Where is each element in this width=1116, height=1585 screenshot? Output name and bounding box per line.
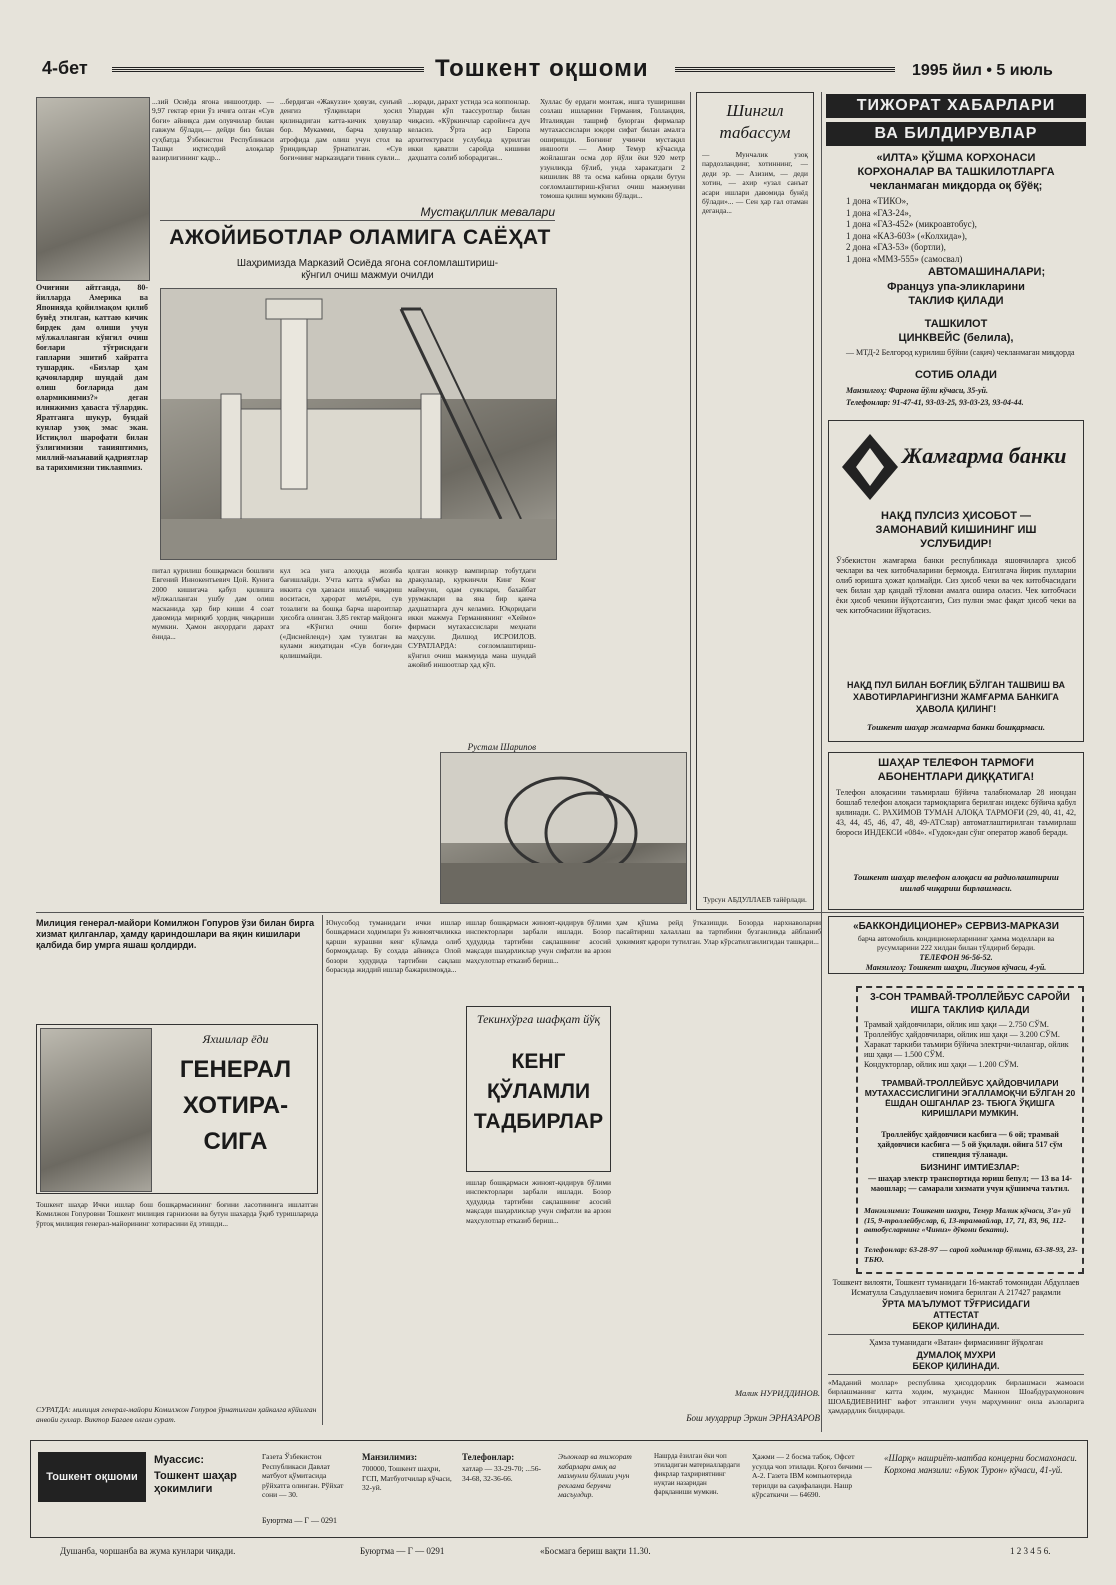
stamp-t2: БЕКОР ҚИЛИНАДИ. — [912, 1361, 1000, 1371]
footer-days: Душанба, чоршанба ва жума кунлари чиқади. — [60, 1546, 236, 1556]
page-number: 4-бет — [42, 58, 88, 78]
rollercoaster-photo — [440, 752, 687, 904]
general-headline-1: ГЕНЕРАЛ — [179, 1056, 292, 1083]
bank-signature: Тошкент шаҳар жамғарма банки бошқармаси. — [866, 722, 1046, 732]
ilta-line3: чекланмаган миқдорда оқ бўёқ; — [869, 180, 1043, 192]
tram-b1: ТРАМВАЙ-ТРОЛЛЕЙБУС ҲАЙДОВЧИЛАРИ МУТАХАССИСЛИГИНИ ЭГАЛЛАМОҚЧИ БЎЛГАН 20 ЁШДАН ОШГАНЛАР 23- ТБЮГА ЎҚИШГА КИРИШЛАРИ МУМКИН. — [864, 1078, 1076, 1118]
bank-h3: УСЛУБИДИР! — [920, 538, 992, 550]
castle-tower-illustration — [161, 289, 556, 559]
stamp-t1: ДУМАЛОҚ МУХРИ — [916, 1350, 996, 1360]
park-photo-small — [36, 97, 150, 281]
humor-text: — Мунчалик узоқ пардозландинг, хотиннинг, — деди эр. — Азизим, — деди хотин, — ахир «узал санъат асари ишлари давомида бунёд бўлади»... — Сен ҳар гал отаман деганда... — [702, 150, 808, 216]
bottom-article-col2b: ишлар бошқармаси жиноят-қидирув бўлими инспекторлари зарбали ишлади. Бозор ҳудудида тартибни сақлашнинг асосий мақсади шаҳарликлар учун сифатли ва арзон маҳсулотлар етказиб бериш... — [466, 1178, 611, 1225]
main-article-headline: АЖОЙИБОТЛАР ОЛАМИГА САЁҲАТ — [169, 226, 551, 249]
list-item: 2 дона «ГАЗ-53» (бортли), — [846, 242, 946, 252]
main-article-photo-credit: Рустам Шарипов — [467, 742, 536, 752]
main-article-col-b3: кул эса унга алоҳида жозиба бағишлайди. Учта катта кўмбаз ва иккита сув ҳавзаси ишлаб чиқариш воситаси, ҳарорат меъёри, сув тозалиги ва бошқа барча шароитлар ҳисобга олинган. 3,85 гектар майдонга эга «Кўнгил очиш боғи» («Диснейленд») ҳам тузилган ва кулами жиҳатидан «Сув боғи»дан қолишмайди. — [280, 566, 402, 660]
issue-date: 1995 йил • 5 июль — [912, 62, 1053, 79]
newspaper-title: Тошкент оқшоми — [435, 55, 649, 82]
column-rule — [821, 92, 822, 1432]
general-headline-3: СИГА — [203, 1128, 268, 1155]
bank-b3: ҲАВОЛА ҚИЛИНГ! — [915, 704, 997, 714]
bottom-rubric: Текинхўрга шафқат йўқ — [476, 1012, 601, 1026]
ilta-zinc: ЦИНКВЕЙС (белила), — [898, 332, 1014, 344]
tram-t2: ИШГА ТАКЛИФ ҚИЛАДИ — [910, 1005, 1030, 1016]
rubric-rule — [160, 220, 555, 221]
bank-logo-text: Жамғарма банки — [902, 443, 1067, 468]
header-rule-left — [112, 66, 424, 72]
ilta-items — [846, 196, 1076, 265]
ilta-address: Манзилгоҳ: Фарғона йўли кўчаси, 35-уй. — [846, 386, 988, 395]
bottom-headline-1: КЕНГ — [511, 1050, 566, 1073]
rollercoaster-illustration — [441, 753, 686, 903]
bank-h2: ЗАМОНАВИЙ КИШИНИНГ ИШ — [875, 524, 1037, 536]
ads-header-title1: ТИЖОРАТ ХАБАРЛАРИ — [856, 97, 1056, 114]
general-body: Тошкент шаҳар Ички ишлар бош бошқармасининг боғини ласотининга ишлатган Комилжон Гопуровни Тошкент милиция гарнизони ва бутун шахарда ўқиб туришларида ўртоқ милиция генерал-майорининг хотирасини ёд этишди... — [36, 1200, 318, 1228]
conditioner-body: барча автомобиль кондиционерларининг ҳамма моделлари ва русумларини 222 хилдан билан тўлдириб беради. — [857, 934, 1055, 952]
footer-phones: хатлар — 33-29-70; ...56-34-68, 32-36-66. — [462, 1464, 542, 1483]
tram-t1: 3-СОН ТРАМВАЙ-ТРОЛЛЕЙБУС САРОЙИ — [870, 992, 1070, 1003]
main-article-col2: ...зий Осиёда ягона иншоотдир. — 9,97 гектар ерни ўз ичига олган «Сув боғи» айниқса дам олувчилар билан гавжум бўлади,— дейди биз билан суҳбатда Ўзбекистон Республикаси Ташқи иқтисодий алоқалар вазирлигининг кадр... — [152, 97, 274, 163]
footer-print-info: Ҳажми — 2 босма табоқ. Офсет усулда чоп этилади. Қоғоз бичими — А-2. Газета IBM компьютерида терилди ва саҳифаланди. Нашр кўрсаткичи — 64690. — [752, 1452, 872, 1499]
main-article-col5: Хуллас бу ердаги монтаж, ишга туширишни созлаш ишларини Германия, Голландия, Италиядан ташриф буюрган фирмалар мутахассислари юқори сифат билан амалга оширишди. Боғнинг учинчи мустақил иншооти — Амир Темур кўчасида жойлашган осма дор йўли ёки 920 метр узунликда бўлиб, унда харакатдаги 2 кишилик 88 та осма кабина орқали бутун соғломлаштириш-кўнгил очиш мажмуини томоша қилиш мумкин бўлади... — [540, 97, 685, 201]
general-caption: СУРАТДА: милиция генерал-майори Комилжон Гопуров ўрнатилган ҳайкалга кўйилган анвойи гуллар. Виктор Багаев олган сурат. — [36, 1405, 317, 1424]
cert-t3: БЕКОР ҚИЛИНАДИ. — [912, 1321, 1000, 1331]
ilta-mtd: — МТД-2 Белгород курилиш бўйни (сақич) чекланмаган миқдорда — [846, 348, 1075, 357]
ads-header-bar-2 — [826, 122, 1086, 146]
divider — [828, 1374, 1084, 1375]
list-item: Харакат таркиби таъмири бўйича электрчи-чилангар, ойлик иш ҳақи — 1.500 СЎМ. — [864, 1040, 1069, 1059]
ads-header-bar — [826, 94, 1086, 118]
list-item: 1 дона «КАЗ-603» («Колхида»), — [846, 230, 967, 241]
list-item: 1 дона «ММЗ-555» (самосвал) — [846, 253, 963, 264]
ilta-buys: СОТИБ ОЛАДИ — [915, 369, 997, 381]
bottom-article-col3: ҳам қўшма рейд ўтказишди. Бозорда нархнаволарни пасайтириш халаллаш ва тартибини бузганликда айбланиб ҳокимият қарори тутилган. Улар кўрсатилганлигидан ташқари... — [616, 918, 821, 946]
phone-t1: ШАҲАР ТЕЛЕФОН ТАРМОҒИ — [878, 757, 1034, 769]
ilta-autos: АВТОМАШИНАЛАРИ; — [928, 266, 1046, 278]
footer-press-time: «Босмага бериш вақти 11.30. — [540, 1546, 651, 1556]
footer-founders-label: Муассис: — [154, 1454, 205, 1466]
section-divider — [36, 912, 1084, 913]
main-article-subhead: Шаҳримизда Марказий Осиёда ягона соғломлаштириш-кўнгил очиш мажмуи очилди — [236, 258, 499, 281]
footer-registration: Газета Ўзбекистон Республикаси Давлат матбуот қўмитасида рўйхатга олинган. Рўйхат сони — 30. — [262, 1452, 344, 1499]
footer-founders: Тошкент шаҳар ҳокимлиги — [154, 1470, 237, 1495]
general-lead: Милиция генерал-майори Комилжон Гопуров ўзи билан бирга хизмат қилганлар, ҳамду қариндошлари ва яқин кишилари қалбида бир умрга яшаш қолдирди. — [36, 918, 315, 950]
column-rule — [690, 92, 691, 910]
list-item: Кондукторлар, ойлик иш ҳақи — 1.200 СЎМ. — [864, 1060, 1019, 1069]
cert-body: Тошкент вилояти, Тошкент туманидаги 16-мактаб томонидан Абдуллаев Исматулла Саъдуллаевич номига берилган А 217427 рақамли — [832, 1278, 1080, 1297]
attraction-photo-large — [160, 288, 557, 560]
list-item: Трамвай ҳайдовчилари, ойлик иш ҳақи — 2.750 СЎМ. — [864, 1020, 1049, 1029]
bottom-article-author: Малик НУРИДДИНОВ. — [734, 1388, 820, 1398]
stamp-body: Ҳамза туманидаги «Ватан» фирмасининг йўқолган — [869, 1338, 1043, 1347]
cert-t1: ЎРТА МАЪЛУМОТ ТЎҒРИСИДАГИ — [882, 1299, 1030, 1309]
tram-address: Манзилимиз: Тошкент шаҳри, Темур Малик кўчаси, 3'а» уй (15, 9-троллейбуслар, 6, 13-трамвайлар, 17, 71, 83, 96, 112-автобусларнинг «Чиниз» дўкони бекати). — [864, 1206, 1071, 1234]
footer-phones-label: Телефонлар: — [462, 1452, 515, 1462]
tram-b3: БИЗНИНГ ИМТИЁЗЛАР: — [920, 1162, 1020, 1172]
main-article-rubric: Мустақиллик мевалари — [420, 205, 555, 219]
footer-page-numbers: 1 2 3 4 5 6. — [1010, 1546, 1051, 1556]
footer-press: «Шарқ» нашриёт-матбаа концерни босмахонаси. Корхона манзили: «Буюк Турон» кўчаси, 41-уй. — [884, 1453, 1078, 1475]
bottom-article-col2: ишлар бошқармаси жиноят-қидирув бўлими инспекторлари зарбали ишлади. Бозор ҳудудида тартибни сақлашнинг асосий мақсади шаҳарликлар учун сифатли ва арзон маҳсулотлар етказиб бериш... — [466, 918, 611, 965]
ads-header-title2: ВА БИЛДИРУВЛАР — [874, 125, 1038, 142]
general-monument-photo — [40, 1028, 152, 1192]
ilta-phones: Телефонлар: 91-47-41, 93-03-25, 93-03-23, 93-04-44. — [846, 398, 1024, 407]
general-headline-2: ХОТИРА- — [182, 1092, 289, 1119]
ilta-company: «ИЛТА» ҚЎШМА КОРХОНАСИ — [876, 152, 1036, 164]
editor-in-chief: Бош муҳаррир Эркин ЭРНАЗАРОВ — [686, 1413, 820, 1423]
bottom-headline-2: ҚЎЛАМЛИ — [486, 1080, 591, 1103]
footer-note2: Нашрда ёзилган ёки чоп этиладиган материаллардаги фикрлар таҳририятнинг нуқтаи назаридан фарқланиши мумкин. — [654, 1452, 740, 1496]
tram-phones: Телефонлар: 63-28-97 — сарой ходимлар бўлими, 63-38-93, 23-ТБЮ. — [864, 1245, 1078, 1264]
footer-note: Эълонлар ва тижорат хабарлари аниқ ва мазмунли бўлиши учун реклама берувчи масъулдир. — [558, 1452, 632, 1499]
footer-logo: Тошкент оқшоми — [46, 1471, 138, 1483]
main-article-left-col: Очиғини айтганда, 80-йилларда Америка ва Японияда қойилмақом қилиб бунёд этилган, каттаю кичик бирдек дам олиши учун мўлжалланган кўнгил очиш боғлари тўғрисидаги гапларни эшитиб хайратга тушардик. «Бизлар ҳам қачонлардир шундай дам олиш боғларида дам олармикинмиз?» деган илинжимиз ҳавасга тўлардик. Яратганга шукур, бундай кунлар узоқ эмас экан. Истиқлол шарофати билан ўзлигимизни танияптимиз, миллий-маънавий қадриятлар ва тарихимизни тиклаяпмиз. — [36, 283, 148, 472]
footer-address-label: Манзилимиз: — [362, 1452, 418, 1462]
main-article-col3: ...бердиган «Жакуззи» ҳовузи, сунъий денгиз тўлқинлари ҳосил қилинадиган катта-кичик ҳовузлар бор. Мукамми, барча ҳовузлар атрофида дам олиш учун стол ва ўриндиқлар ўрнатилган. «Сув боғи»нинг марказидаги тиник сувли... — [280, 97, 402, 163]
list-item: 1 дона «ГАЗ-24», — [846, 207, 912, 218]
conditioner-title: «БАККОНДИЦИОНЕР» СЕРВИЗ-МАРКАЗИ — [853, 921, 1059, 932]
bank-b1: НАҚД ПУЛ БИЛАН БОҒЛИҚ БЎЛГАН ТАШВИШ ВА — [847, 680, 1065, 690]
footer-order-bottom: Буюртма — Г — 0291 — [360, 1546, 445, 1556]
footer-logo-box — [38, 1452, 146, 1502]
divider — [828, 1334, 1084, 1335]
footer-address: 700000, Тошкент шаҳри, ГСП, Матбуотчилар кўчаси, 32-уй. — [362, 1464, 452, 1492]
main-article-col4: ...юради, дарахт устида эса коппонлар. Улардан кўп тааcсуротлар билан чиқасиз. «Кўркинчлар саройи»га дуч келасиз. Ўрта аср Европа архитектураси услубида қурилган икки қаватли саройда кишини даҳшатга солиб юборадиган... — [408, 97, 530, 163]
list-item: 1 дона «ТИКО», — [846, 196, 909, 206]
bank-h1: НАҚД ПУЛСИЗ ҲИСОБОТ — — [880, 510, 1032, 522]
phone-signature: Тошкент шаҳар телефон алоқаси ва радиолаштириш ишлаб чиқариш бирлашмаси. — [853, 872, 1059, 893]
general-rubric: Яхшилар ёди — [202, 1032, 269, 1046]
ilta-offer: ТАКЛИФ ҚИЛАДИ — [908, 295, 1004, 307]
footer-order: Буюртма — Г — 0291 — [262, 1516, 337, 1525]
bank-b2: ХАВОТИРЛАРИНГИЗНИ ЖАМҒАРМА БАНКИГА — [853, 692, 1059, 702]
list-item: Троллейбус ҳайдовчилари, ойлик иш ҳақи — 3.200 СЎМ. — [864, 1030, 1060, 1039]
bottom-headline-3: ТАДБИРЛАР — [473, 1110, 604, 1133]
main-article-col-b2: питал қурилиш бошқармаси бошлиғи Евгений Иннокентьевич Цой. Кунига 2000 кишигача қабул қилишга мўлжалланган ушбу дам олиш масканида ҳар бир киши 4 соат давомида мириқиб ҳордиқ чиқариши мумкин. Ҳамон анҳордаги дарахт ёнида... — [152, 566, 274, 641]
humor-title: Шингил табассум — [719, 101, 791, 142]
list-item: 1 дона «ГАЗ-452» (микроавтобус), — [846, 219, 977, 229]
phone-body: Телефон алоқасини таъмирлаш бўйича талабномалар 28 июндан бошлаб телефон алоқаси тармоқларига берилган индекс бўйича қабул қилинади. С. РАХИМОВ ТУМАН АЛОҚА ТАРМОҒИ (29, 40, 41, 42, 43, 44, 45, 46, 47, 48, 49-АТСлар) автоматлаштирилган таъмирлаш бюроси ИНДЕКСИ «084». «Гудок»дан сўнг оператор жавоб беради. — [836, 788, 1076, 837]
conditioner-phone: ТЕЛЕФОН 96-56-52. — [919, 953, 993, 962]
ilta-org: ТАШКИЛОТ — [924, 318, 988, 330]
bank-body: Ўзбекистон жамғарма банки республикада яшовчиларга ҳисоб чеклари ва чек китобчаларини бермоқда. Енгилгача йирик пулларни олиб юришга ҳожат қолмайди. Сиз ҳисоб чеки ва чек китобчасидаги чек билан ҳар қандай тўловни амалга ошира оласиз. Чек китобчаси ёки ҳисоб чекини йўқотсангиз, Сиз пулни эмас фақат ҳисоб чеки ва чек китобчасини йўқотасиз. — [836, 556, 1076, 615]
ilta-french: Француз упа-эликларини — [887, 281, 1025, 293]
cert-t2: АТТЕСТАТ — [933, 1310, 979, 1320]
header-rule-right — [675, 66, 895, 72]
bottom-article-col1: Юнусобод туманидаги ички ишлар бошқармаси ходимлари ўз жиноятчиликка қарши курашни кенг кўламда олиб бормоқдалар. Бу соҳада айниқса Олой бозори худудида тартибни сақлаш борасида жиддий ишлар бажарилмоқда... — [326, 918, 461, 975]
column-rule — [322, 915, 323, 1425]
tram-jobs — [864, 1020, 1078, 1070]
obituary-body: «Маданий моллар» республика ҳисоддорлик бирлашмаси жамоаси бирлашманинг катта ходим, муҳандис Маннон Шоабдураҳмонович ШОАБДИЕВНИНГ вафот этганлиги учун марҳумнинг оила аъзоларига ҳамдардлик билдиради. — [828, 1378, 1084, 1416]
main-article-col-b4: қолган конкур вампирлар тобутдаги дракулалар, куркинчли Кинг Конг маймуни, одам суяклари, бахайбат урумаклари ва яна бир қанча даҳшатларга дуч келамиз. Юқоридаги икки мажмуа Германиянинг «Хеймо» фирмаси мутахассислари меҳнати маҳсули. Дилшод ИСРОИЛОВ. СУРАТЛАРДА: соғломлаштириш-кўнгил очиш мажмуида мана шундай ажойиб иншоотлар ҳад кўп. — [408, 566, 536, 670]
tram-b4: — шаҳар электр транспортида юриш бепул; — 13 ва 14-маошлар; — самарали хизмати учун қўшимча таътил. — [868, 1174, 1072, 1193]
tram-b2: Троллейбус ҳайдовчиси касбига — 6 ой; трамвай ҳайдовчиси касбига — 5 ой ўқилади. ойига 517 сўм стипендия тўланади. — [877, 1130, 1063, 1159]
bank-logo — [840, 428, 1072, 506]
phone-t2: АБОНЕНТЛАРИ ДИҚҚАТИГА! — [877, 771, 1035, 783]
ilta-line2: КОРХОНАЛАР ВА ТАШКИЛОТЛАРГА — [857, 166, 1055, 178]
humor-author: Турсун АБДУЛЛАЕВ тайёрлади. — [703, 895, 807, 904]
conditioner-address: Манзилгоҳ: Тошкент шаҳри, Лисунов кўчаси, 4-уй. — [865, 963, 1047, 972]
